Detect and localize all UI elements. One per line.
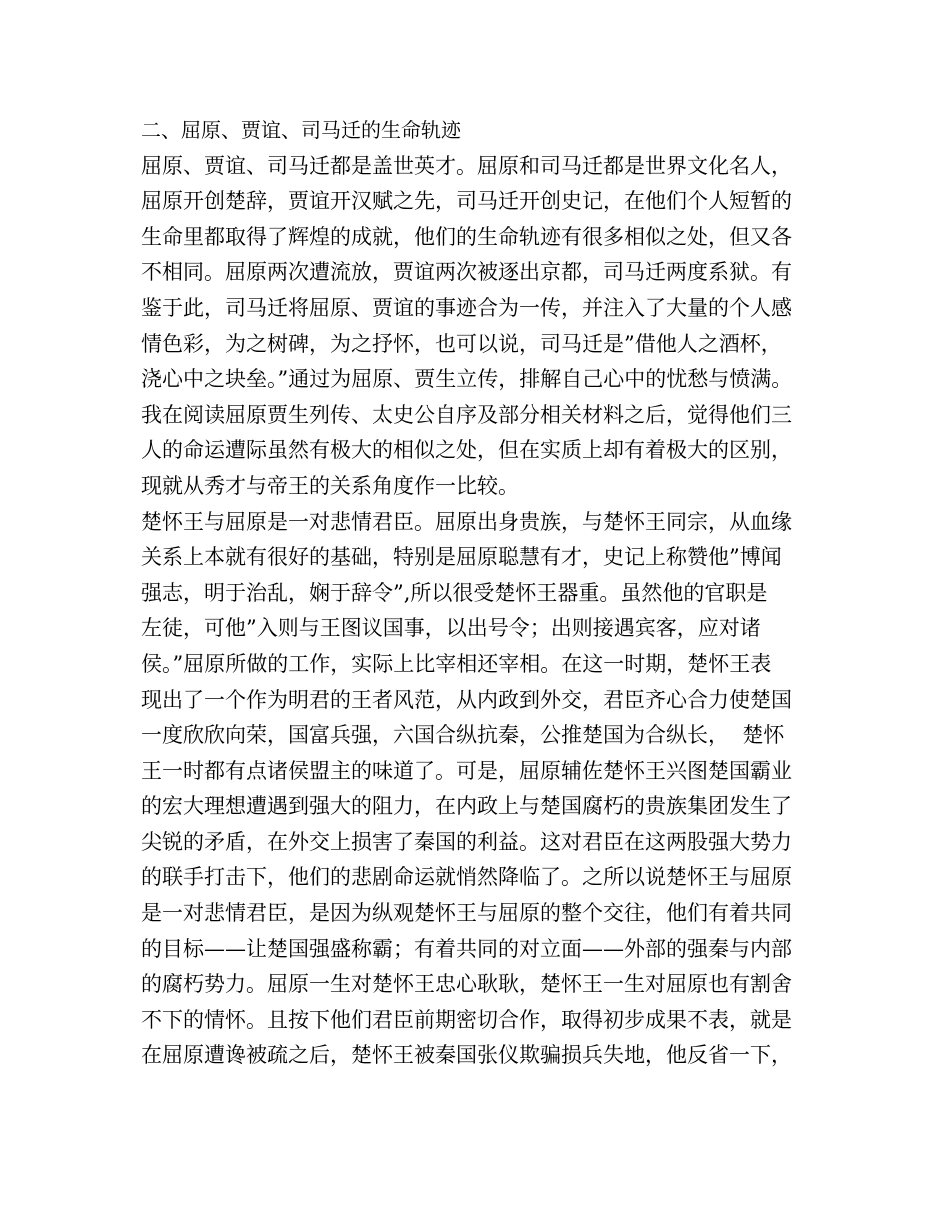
text-line: 不下的情怀。且按下他们君臣前期密切合作，取得初步成果不表，就是 <box>141 1007 792 1032</box>
text-line: 的联手打击下，他们的悲剧命运就悄然降临了。之所以说楚怀王与屈原 <box>141 865 792 890</box>
text-line: 左徒，可他”入则与王图议国事，以出号令；出则接遇宾客，应对诸 <box>141 616 761 641</box>
text-line: 在屈原遭谗被疏之后，楚怀王被秦国张仪欺骗损兵失地，他反省一下， <box>141 1043 792 1068</box>
section-heading: 二、屈原、贾谊、司马迁的生命轨迹 <box>141 118 461 142</box>
text-line: 鉴于此，司马迁将屈原、贾谊的事迹合为一传，并注入了大量的个人感 <box>141 295 792 320</box>
text-line: 现出了一个作为明君的王者风范，从内政到外交，君臣齐心合力使楚国 <box>141 687 792 712</box>
text-line: 屈原开创楚辞，贾谊开汉赋之先，司马迁开创史记，在他们个人短暂的 <box>141 189 792 214</box>
text-line: 生命里都取得了辉煌的成就，他们的生命轨迹有很多相似之处，但又各 <box>141 224 792 249</box>
text-line: 的宏大理想遭遇到强大的阻力，在内政上与楚国腐朽的贵族集团发生了 <box>141 794 792 819</box>
text-line: 侯。”屈原所做的工作，实际上比宰相还宰相。在这一时期，楚怀王表 <box>141 651 772 676</box>
text-line: 的腐朽势力。屈原一生对楚怀王忠心耿耿，楚怀王一生对屈原也有割舍 <box>141 972 792 997</box>
text-line: 人的命运遭际虽然有极大的相似之处，但在实质上却有着极大的区别， <box>141 438 792 463</box>
text-line: 现就从秀才与帝王的关系角度作一比较。 <box>141 473 519 498</box>
text-line: 尖锐的矛盾，在外交上损害了秦国的利益。这对君臣在这两股强大势力 <box>141 829 792 854</box>
text-line: 的目标——让楚国强盛称霸；有着共同的对立面——外部的强秦与内部 <box>141 936 792 961</box>
text-line: 楚怀王与屈原是一对悲情君臣。屈原出身贵族，与楚怀王同宗，从血缘 <box>141 509 792 534</box>
text-line: 不相同。屈原两次遭流放，贾谊两次被逐出京都，司马迁两度系狱。有 <box>141 260 792 285</box>
text-line: 屈原、贾谊、司马迁都是盖世英才。屈原和司马迁都是世界文化名人， <box>141 153 792 178</box>
text-line: 一度欣欣向荣，国富兵强，六国合纵抗秦，公推楚国为合纵长， 楚怀 <box>141 723 785 748</box>
document-body <box>141 113 831 1074</box>
text-line: 是一对悲情君臣，是因为纵观楚怀王与屈原的整个交往，他们有着共同 <box>141 901 792 926</box>
text-line: 我在阅读屈原贾生列传、太史公自序及部分相关材料之后，觉得他们三 <box>141 402 792 427</box>
text-line: 关系上本就有很好的基础，特别是屈原聪慧有才，史记上称赞他”博闻 <box>141 545 782 570</box>
text-line: 王一时都有点诸侯盟主的味道了。可是，屈原辅佐楚怀王兴图楚国霸业 <box>141 758 792 783</box>
text-line: 情色彩，为之树碑，为之抒怀，也可以说，司马迁是”借他人之酒杯， <box>141 331 782 356</box>
text-line: 浇心中之块垒。”通过为屈原、贾生立传，排解自己心中的忧愁与愤满。 <box>141 367 793 392</box>
text-line: 强志，明于治乱，娴于辞令”,所以很受楚怀王器重。虽然他的官职是 <box>141 580 768 605</box>
